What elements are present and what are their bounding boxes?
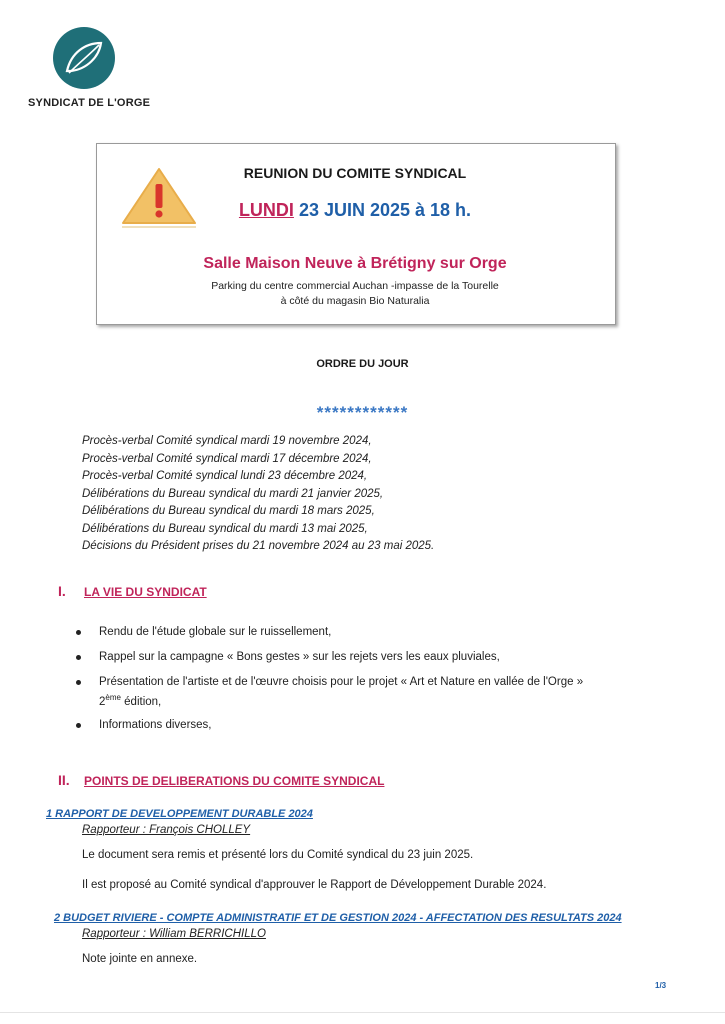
list-item: Délibérations du Bureau syndical du mardi 21 janvier 2025, bbox=[82, 487, 384, 500]
section-number: II. bbox=[58, 772, 70, 788]
list-item: Délibérations du Bureau syndical du mardi 13 mai 2025, bbox=[82, 522, 368, 535]
list-item: Procès-verbal Comité syndical mardi 19 novembre 2024, bbox=[82, 435, 372, 447]
page-number: 1/3 bbox=[655, 981, 667, 990]
minutes-list bbox=[82, 433, 434, 556]
section-2-heading bbox=[58, 772, 384, 788]
address-line-1: Parking du centre commercial Auchan -impasse de la Tourelle bbox=[211, 280, 499, 292]
meeting-venue: Salle Maison Neuve à Brétigny sur Orge bbox=[203, 255, 507, 272]
rapporteur-2: Rapporteur : William BERRICHILLO bbox=[82, 928, 266, 940]
list-item: Procès-verbal Comité syndical mardi 17 décembre 2024, bbox=[82, 452, 372, 465]
meeting-day: LUNDI bbox=[238, 200, 294, 220]
subsection-1-title: 1 RAPPORT DE DEVELOPPEMENT DURABLE 2024 bbox=[46, 808, 313, 820]
meeting-title: REUNION DU COMITE SYNDICAL bbox=[243, 165, 467, 181]
address-line-2: à côté du magasin Bio Naturalia bbox=[280, 295, 430, 307]
rapporteur-1: Rapporteur : François CHOLLEY bbox=[82, 824, 251, 836]
meeting-date-rest: 23 JUIN 2025 à 18 h. bbox=[293, 200, 472, 220]
logo-text: SYNDICAT DE L'ORGE bbox=[28, 97, 151, 109]
agenda-heading: ORDRE DU JOUR bbox=[316, 358, 409, 370]
bullet-icon bbox=[76, 680, 81, 685]
bullet-icon bbox=[76, 655, 81, 660]
list-item: Décisions du Président prises du 21 novembre 2024 au 23 mai 2025. bbox=[82, 540, 435, 552]
meeting-address bbox=[96, 279, 614, 309]
section-number: I. bbox=[58, 583, 66, 599]
bullet-icon bbox=[76, 630, 81, 635]
bullet-icon bbox=[76, 723, 81, 728]
meeting-date bbox=[96, 200, 614, 221]
logo-leaf-icon bbox=[53, 27, 115, 89]
list-item: Procès-verbal Comité syndical lundi 23 décembre 2024, bbox=[82, 470, 368, 482]
page-bottom-divider bbox=[0, 1012, 725, 1013]
section-title: LA VIE DU SYNDICAT bbox=[84, 585, 207, 599]
section-title: POINTS DE DELIBERATIONS DU COMITE SYNDICAL bbox=[84, 774, 385, 788]
subsection-1-paragraph-2: Il est proposé au Comité syndical d'approuver le Rapport de Développement Durable 2024. bbox=[82, 879, 547, 891]
list-item: Délibérations du Bureau syndical du mardi 18 mars 2025, bbox=[82, 505, 375, 517]
section-1-heading bbox=[58, 583, 207, 599]
subsection-1-paragraph-1: Le document sera remis et présenté lors du Comité syndical du 23 juin 2025. bbox=[82, 849, 474, 861]
subsection-2-title: 2 BUDGET RIVIERE - COMPTE ADMINISTRATIF ET DE GESTION 2024 - AFFECTATION DES RESULTATS 2024 bbox=[54, 912, 622, 924]
separator-stars: ************ bbox=[316, 403, 409, 422]
subsection-2-paragraph-1: Note jointe en annexe. bbox=[82, 953, 198, 965]
